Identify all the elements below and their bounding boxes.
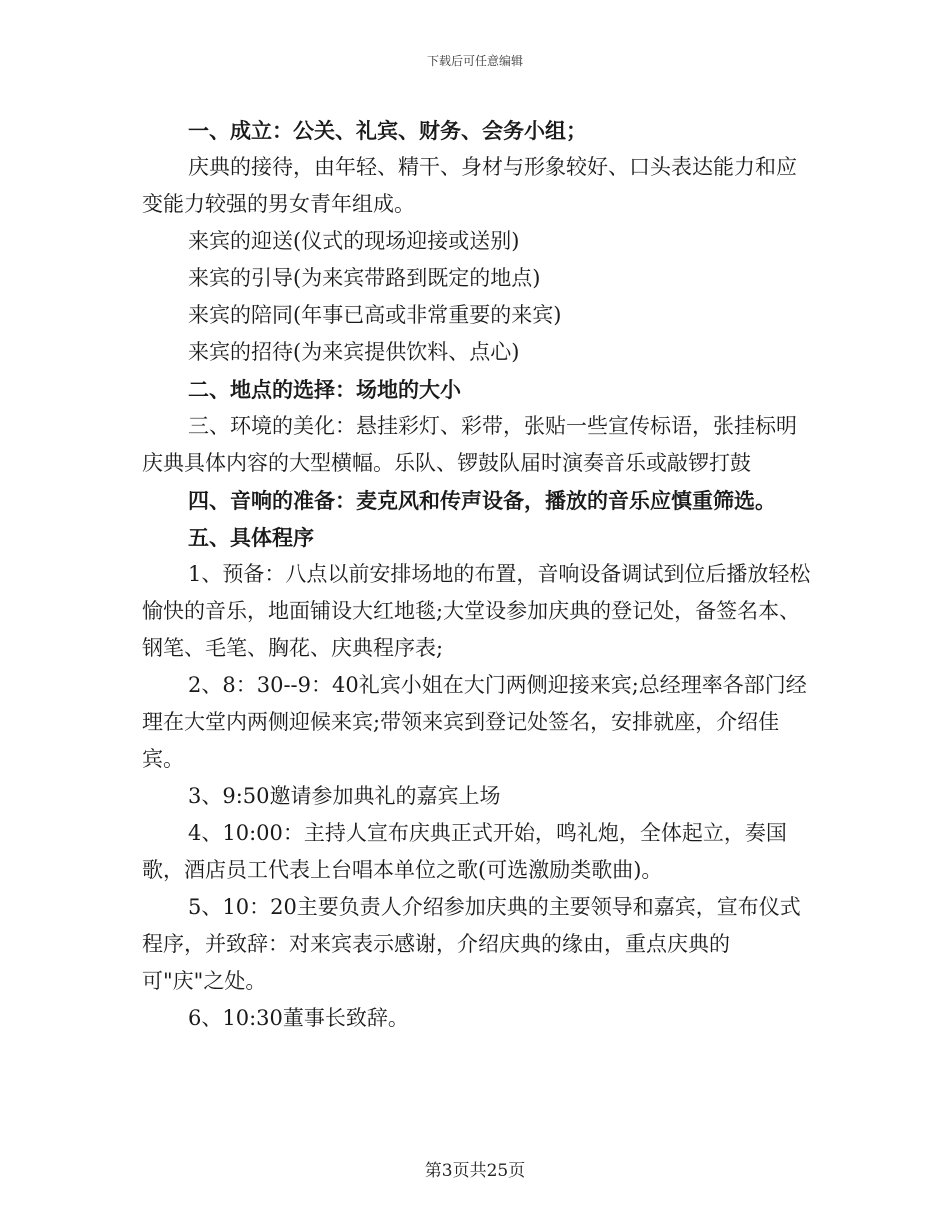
paragraph-reception: 庆典的接待，由年轻、精干、身材与形象较好、口头表达能力和应变能力较强的男女青年组成。	[142, 155, 797, 216]
page-header: 下载后可任意编辑	[426, 54, 523, 68]
step-6: 6、10:30董事长致辞。	[188, 1006, 409, 1030]
paragraph-guiding: 来宾的引导(为来宾带路到既定的地点)	[188, 266, 541, 290]
step-5: 5、10：20主要负责人介绍参加庆典的主要领导和嘉宾，宣布仪式程序，并致辞：对来宾表示感谢，介绍庆典的缘由，重点庆典的可"庆"之处。	[142, 895, 801, 993]
section-5-heading: 五、具体程序	[188, 525, 314, 550]
section-4-heading: 四、音响的准备：麦克风和传声设备，播放的音乐应慎重筛选。	[188, 488, 776, 513]
section-1-heading: 一、成立：公关、礼宾、财务、会务小组；	[188, 118, 587, 143]
paragraph-greeting: 来宾的迎送(仪式的现场迎接或送别)	[188, 229, 520, 253]
paragraph-hosting: 来宾的招待(为来宾提供饮料、点心)	[188, 340, 520, 364]
paragraph-decoration: 三、环境的美化：悬挂彩灯、彩带，张贴一些宣传标语，张挂标明庆典具体内容的大型横幅。乐队、锣鼓队届时演奏音乐或敲锣打鼓	[142, 414, 797, 475]
page-footer: 第3页共25页	[424, 1161, 526, 1181]
paragraph-accompanying: 来宾的陪同(年事已高或非常重要的来宾)	[188, 303, 562, 327]
step-3: 3、9:50邀请参加典礼的嘉宾上场	[188, 784, 501, 808]
section-2-heading: 二、地点的选择：场地的大小	[188, 377, 461, 402]
step-4: 4、10:00：主持人宣布庆典正式开始，鸣礼炮，全体起立，奏国歌，酒店员工代表上台唱本单位之歌(可选激励类歌曲)。	[142, 821, 787, 882]
step-1: 1、预备：八点以前安排场地的布置，音响设备调试到位后播放轻松愉快的音乐，地面铺设大红地毯;大堂设参加庆典的登记处，备签名本、钢笔、毛笔、胸花、庆典程序表;	[142, 562, 811, 660]
step-2: 2、8：30--9：40礼宾小姐在大门两侧迎接来宾;总经理率各部门经理在大堂内两侧迎候来宾;带领来宾到登记处签名，安排就座，介绍佳宾。	[142, 673, 807, 771]
document-body	[142, 112, 812, 1037]
